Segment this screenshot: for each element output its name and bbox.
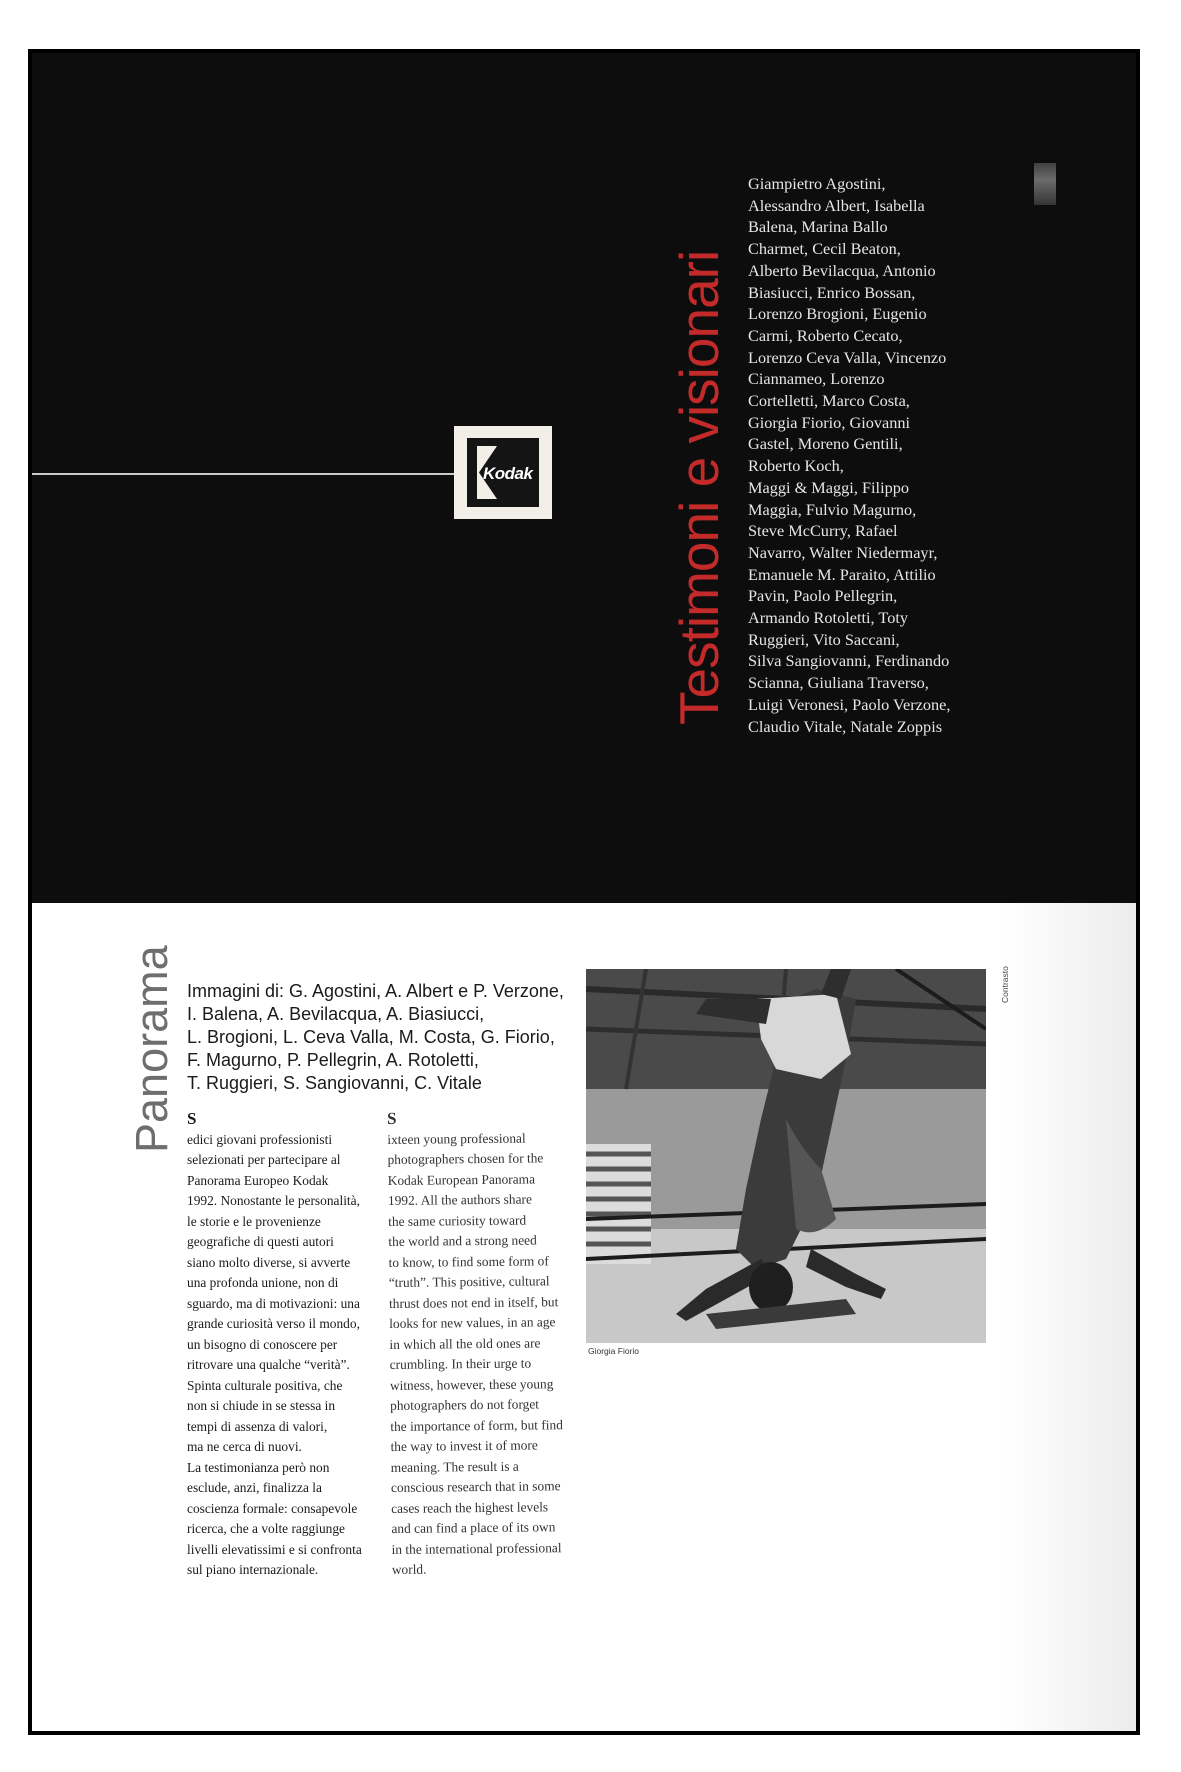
cover-page (32, 53, 1136, 903)
text-line: coscienza formale: consapevole (187, 1500, 358, 1516)
name-line: Lorenzo Brogioni, Eugenio (748, 304, 927, 324)
name-line: Alberto Bevilacqua, Antonio (748, 260, 936, 280)
name-line: Roberto Koch, (748, 456, 844, 476)
text-line: sul piano internazionale. (187, 1562, 319, 1577)
text-line: the importance of form, but find (390, 1416, 563, 1434)
scan-frame (28, 49, 1140, 1735)
text-line: and can find a place of its own (391, 1519, 556, 1536)
text-line: selezionati per partecipare al (187, 1152, 341, 1167)
text-line: crumbling. In their urge to (389, 1355, 532, 1372)
dropcap: S (187, 1109, 197, 1128)
text-line: to know, to find some form of (388, 1252, 549, 1270)
credit-line: L. Brogioni, L. Ceva Valla, M. Costa, G. Fiorio, (187, 1027, 555, 1047)
name-line: Maggia, Fulvio Magurno, (748, 499, 917, 519)
text-line: ritrovare una qualche “verità”. (187, 1357, 350, 1372)
text-line: grande curiosità verso il mondo, (187, 1316, 360, 1331)
inner-page (32, 903, 1136, 1735)
text-line: Panorama Europeo Kodak (187, 1172, 329, 1188)
text-line: tempi di assenza di valori, (187, 1418, 328, 1434)
name-line: Ciannameo, Lorenzo (748, 369, 885, 389)
text-line: esclude, anzi, finalizza la (187, 1480, 322, 1495)
first-line (187, 1109, 387, 1150)
text-line: “truth”. This positive, cultural (388, 1273, 550, 1290)
name-line: Armando Rotoletti, Toty (748, 608, 909, 628)
first-line-rest: edici giovani professionisti (187, 1131, 333, 1147)
name-line: Ruggieri, Vito Saccani, (748, 629, 900, 649)
name-line: Maggi & Maggi, Filippo (748, 477, 910, 497)
text-line: geografiche di questi autori (187, 1234, 334, 1249)
text-line: meaning. The result is a (390, 1458, 519, 1475)
text-line: ricerca, che a volte raggiunge (187, 1521, 345, 1536)
name-line: Lorenzo Ceva Valla, Vincenzo (748, 347, 947, 367)
text-line: 1992. Nonostante le personalità, (187, 1193, 360, 1208)
name-line: Silva Sangiovanni, Ferdinando (748, 651, 950, 671)
dropcap: S (387, 1108, 397, 1128)
text-line: livelli elevatissimi e si confronta (187, 1541, 362, 1557)
kodak-logo-inner (467, 438, 539, 507)
name-line: Cortelletti, Marco Costa, (748, 391, 910, 411)
first-line (387, 1107, 587, 1150)
name-line: Charmet, Cecil Beaton, (748, 239, 901, 259)
photo-caption: Giorgia Fiorio (588, 1346, 640, 1356)
text-line: Spinta culturale positiva, che (187, 1377, 343, 1393)
credit-line: Immagini di: G. Agostini, A. Albert e P. Verzone, (187, 981, 564, 1001)
text-line: photographers do not forget (390, 1396, 540, 1413)
kodak-wordmark: Kodak (483, 464, 533, 483)
text-line: conscious research that in some (390, 1478, 561, 1495)
name-line: Pavin, Paolo Pellegrin, (748, 586, 898, 606)
first-line-rest: ixteen young professional (387, 1130, 526, 1147)
text-line: Kodak European Panorama (387, 1170, 536, 1188)
credit-line: T. Ruggieri, S. Sangiovanni, C. Vitale (187, 1073, 482, 1093)
name-line: Giorgia Fiorio, Giovanni (748, 412, 911, 432)
text-line: thrust does not end in itself, but (388, 1293, 559, 1311)
boxer-photo-illustration (586, 969, 986, 1343)
italian-text (187, 1109, 387, 1581)
text-line: in the international professional (391, 1539, 562, 1557)
text-line: world. (391, 1561, 427, 1577)
kodak-logo (454, 426, 552, 519)
name-line: Gastel, Moreno Gentili, (748, 434, 903, 454)
cover-title: Testimoni e visionari (668, 250, 730, 725)
text-line: una profonda unione, non di (187, 1275, 339, 1290)
text-line: photographers chosen for the (387, 1150, 544, 1167)
credit-line: F. Magurno, P. Pellegrin, A. Rotoletti, (187, 1050, 479, 1070)
italian-lines (187, 1150, 387, 1581)
text-line: the world and a strong need (388, 1232, 537, 1249)
section-title: Panorama (126, 945, 177, 1153)
text-line: ma ne cerca di nuovi. (187, 1439, 302, 1454)
scan-blemish (1034, 163, 1056, 205)
text-line: sguardo, ma di motivazioni: una (187, 1295, 360, 1311)
photographer-names (748, 173, 978, 737)
name-line: Carmi, Roberto Cecato, (748, 325, 903, 345)
name-line: Giampietro Agostini, (748, 174, 886, 193)
name-line: Emanuele M. Paraito, Attilio (748, 564, 936, 584)
text-line: in which all the old ones are (389, 1334, 541, 1352)
boxer-photo (586, 969, 986, 1343)
text-line: witness, however, these young (389, 1375, 554, 1393)
english-text (387, 1107, 592, 1581)
name-line: Luigi Veronesi, Paolo Verzone, (748, 694, 951, 714)
name-line: Claudio Vitale, Natale Zoppis (748, 716, 943, 736)
text-line: La testimonianza però non (187, 1459, 330, 1475)
image-credits (187, 980, 637, 1095)
name-line: Balena, Marina Ballo (748, 217, 888, 237)
credit-line: I. Balena, A. Bevilacqua, A. Biasiucci, (187, 1004, 485, 1024)
text-line: siano molto diverse, si avverte (187, 1254, 351, 1270)
name-line: Navarro, Walter Niedermayr, (748, 542, 938, 562)
text-line: non si chiude in se stessa in (187, 1398, 336, 1413)
text-line: un bisogno di conoscere per (187, 1336, 338, 1352)
agency-label: Contrasto (1000, 966, 1010, 1003)
name-line: Alessandro Albert, Isabella (748, 195, 925, 215)
text-line: looks for new values, in an age (389, 1314, 556, 1331)
text-line: cases reach the highest levels (391, 1498, 549, 1516)
name-line: Scianna, Giuliana Traverso, (748, 673, 929, 693)
english-lines (387, 1148, 591, 1581)
divider-line (32, 473, 454, 475)
text-line: le storie e le provenienze (187, 1213, 321, 1229)
name-line: Biasiucci, Enrico Bossan, (748, 282, 916, 302)
text-line: the same curiosity toward (388, 1212, 527, 1229)
name-line: Steve McCurry, Rafael (748, 521, 898, 541)
text-line: 1992. All the authors share (387, 1191, 532, 1208)
text-line: the way to invest it of more (390, 1437, 538, 1454)
